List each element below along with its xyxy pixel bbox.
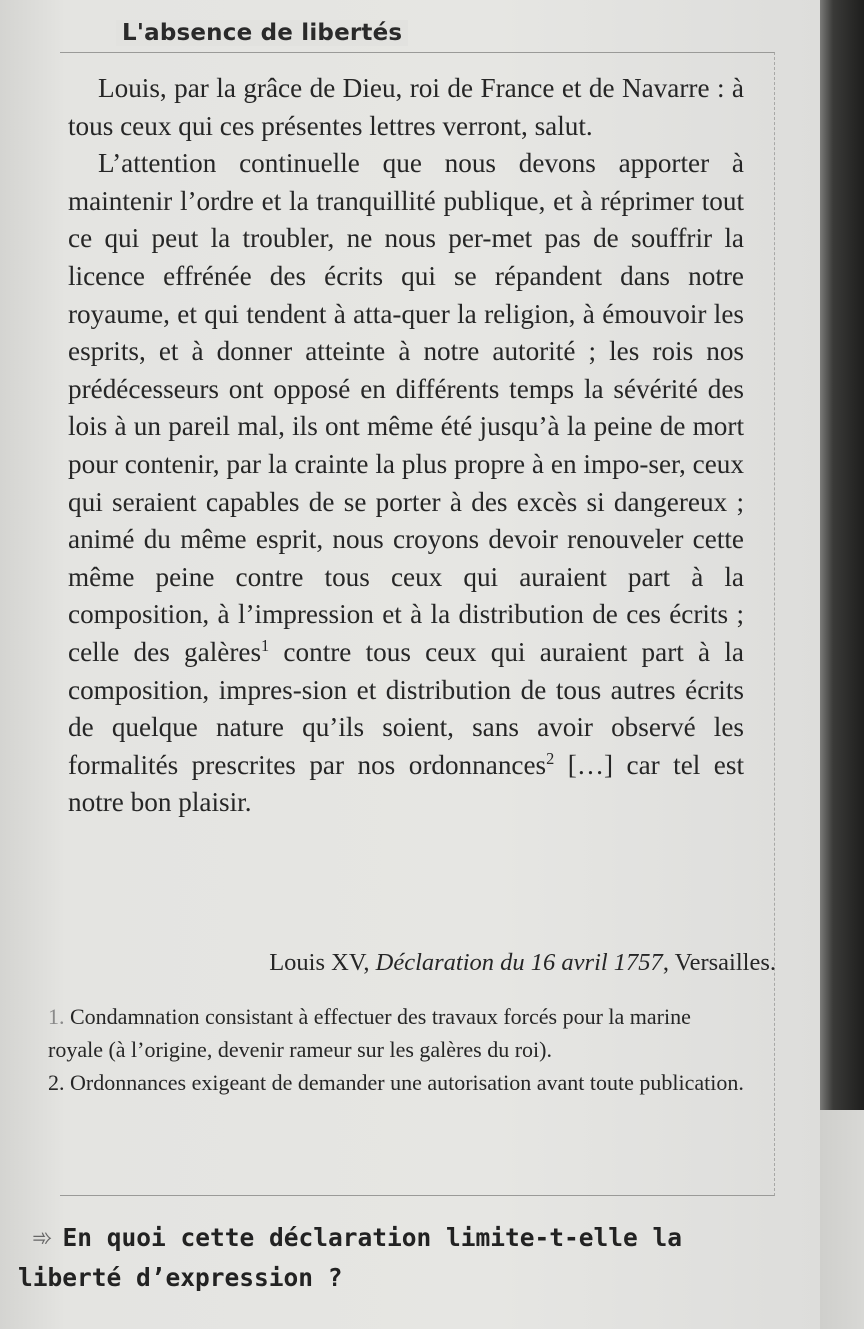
footnote-1-text: Condamnation consistant à effectuer des travaux forcés pour la marine royale (à l’origine, devenir rameur sur les galères du roi). xyxy=(48,1004,691,1062)
document-body xyxy=(68,70,744,822)
page-edge-shadow xyxy=(820,0,864,1110)
document-title: L'absence de libertés xyxy=(116,20,408,46)
footnote-2 xyxy=(48,1066,744,1099)
arrow-right-icon: ➾ xyxy=(32,1223,53,1252)
main-text-part-3: […] car tel est notre bon plaisir. xyxy=(68,749,745,818)
source-citation xyxy=(68,945,776,981)
footnotes xyxy=(48,1000,744,1099)
footnote-mark-2: 2 xyxy=(546,748,555,768)
footnote-1 xyxy=(48,1000,744,1066)
footnote-2-text: Ordonnances exigeant de demander une autorisation avant toute publication. xyxy=(64,1070,744,1095)
main-text-part-2: contre tous ceux qui auraient part à la composition, impres-sion et distribution de tous autres écrits de quelque nature qu’ils soient, sans avoir observé les formalités prescrites par nos ordonnances xyxy=(68,636,744,780)
question-text: En quoi cette déclaration limite-t-elle la liberté d’expression ? xyxy=(18,1223,683,1292)
page-edge-lower xyxy=(820,1110,864,1329)
footnote-1-number: 1. xyxy=(48,1004,65,1029)
main-paragraph xyxy=(68,145,744,822)
source-place: , Versailles. xyxy=(662,949,776,976)
footnote-2-number: 2. xyxy=(48,1070,65,1095)
main-text-part-1: L’attention continuelle que nous devons apporter à maintenir l’ordre et la tranquillité publique, et à réprimer tout ce qui peut la troubler, ne nous per-met pas de souffrir la licence effrénée des écrits qui se répandent dans notre royaume, et qui tendent à atta-quer la religion, à émouvoir les esprits, et à donner atteinte à notre autorité ; les rois nos prédécesseurs ont opposé en différents temps la sévérité des lois à un pareil mal, ils ont même été jusqu’à la peine de mort pour contenir, par la crainte la plus propre à en impo-ser, ceux qui seraient capables de se porter à des excès si dangereux ; animé du même esprit, nous croyons devoir renouveler cette même peine contre tous ceux qui auraient part à la composition, à l’impression et à la distribution de ces écrits ; celle des galères xyxy=(68,148,744,667)
question xyxy=(18,1218,758,1298)
footnote-mark-1: 1 xyxy=(261,635,270,655)
source-title: Déclaration du 16 avril 1757 xyxy=(375,949,663,976)
salutation-paragraph: Louis, par la grâce de Dieu, roi de France et de Navarre : à tous ceux qui ces présentes lettres verront, salut. xyxy=(68,73,744,141)
source-author: Louis XV, xyxy=(269,949,376,976)
